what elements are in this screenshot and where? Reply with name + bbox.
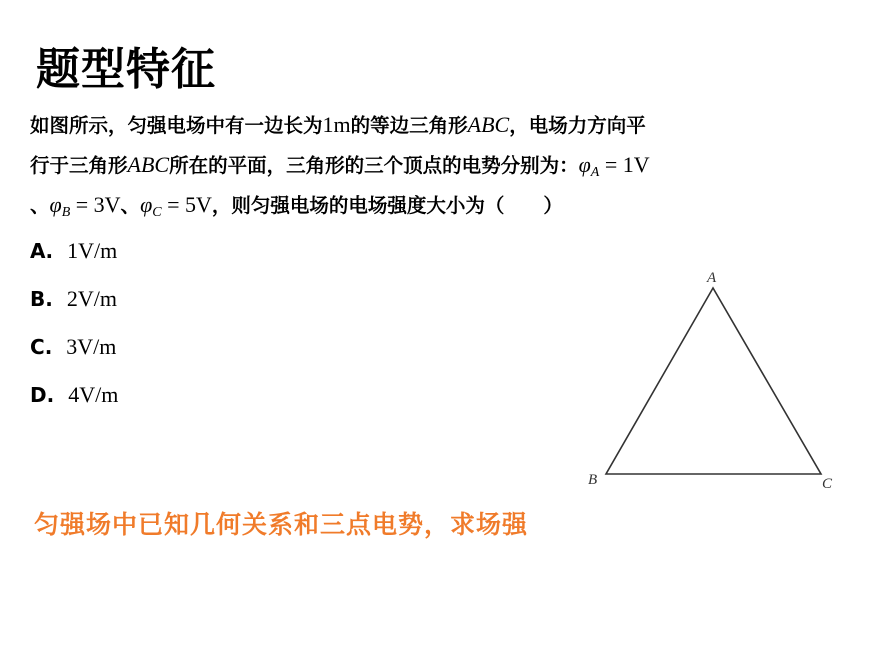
option-c[interactable] <box>30 336 118 384</box>
question-text: ，则匀强电场的电场强度大小为（ ） <box>211 194 563 217</box>
potential-subscript: C <box>152 205 162 220</box>
option-b[interactable] <box>30 288 118 336</box>
question-line-1 <box>30 114 860 154</box>
option-value: 4V/m <box>68 382 119 407</box>
vertex-label-c: C <box>822 476 833 492</box>
question-text: ，电场力方向平 <box>509 114 646 137</box>
option-separator: . <box>45 287 53 311</box>
phi-symbol: φ <box>578 152 591 177</box>
triangle-name: ABC <box>467 112 510 137</box>
option-value: 2V/m <box>66 286 117 311</box>
hint-text: 匀强场中已知几何关系和三点电势，求场强 <box>34 510 529 539</box>
option-value: 1V/m <box>67 238 118 263</box>
vertex-label-a: A <box>707 270 717 286</box>
option-letter: D <box>30 383 47 407</box>
option-letter: B <box>30 287 46 311</box>
question-text: 如图所示，匀强电场中有一边长为 <box>30 114 323 137</box>
answer-options <box>30 240 118 432</box>
separator: 、 <box>30 194 50 217</box>
question-line-2 <box>30 154 860 194</box>
phi-symbol: φ <box>49 192 62 217</box>
option-d[interactable] <box>30 384 118 432</box>
separator: 、 <box>120 194 141 217</box>
vertex-label-b: B <box>588 472 598 488</box>
option-letter: C <box>30 335 45 359</box>
option-separator: . <box>45 239 54 263</box>
phi-symbol: φ <box>140 192 153 217</box>
potential-value: = 1V <box>599 152 650 177</box>
triangle-name: ABC <box>127 152 170 177</box>
question-text: 行于三角形 <box>30 154 128 177</box>
option-a[interactable] <box>30 240 118 288</box>
option-value: 3V/m <box>66 334 117 359</box>
page-title: 题型特征 <box>36 44 216 95</box>
option-letter: A <box>30 239 46 263</box>
question-stem <box>30 114 860 234</box>
option-separator: . <box>46 383 55 407</box>
side-length: 1m <box>322 112 351 137</box>
question-text: 所在的平面，三角形的三个顶点的电势分别为： <box>169 154 579 177</box>
potential-subscript: B <box>61 205 71 220</box>
question-line-3 <box>30 194 860 234</box>
potential-value: = 5V <box>161 192 212 217</box>
potential-subscript: A <box>590 165 600 180</box>
question-text: 的等边三角形 <box>350 114 468 137</box>
equilateral-triangle <box>606 288 821 474</box>
option-separator: . <box>44 335 53 359</box>
potential-value: = 3V <box>70 192 121 217</box>
